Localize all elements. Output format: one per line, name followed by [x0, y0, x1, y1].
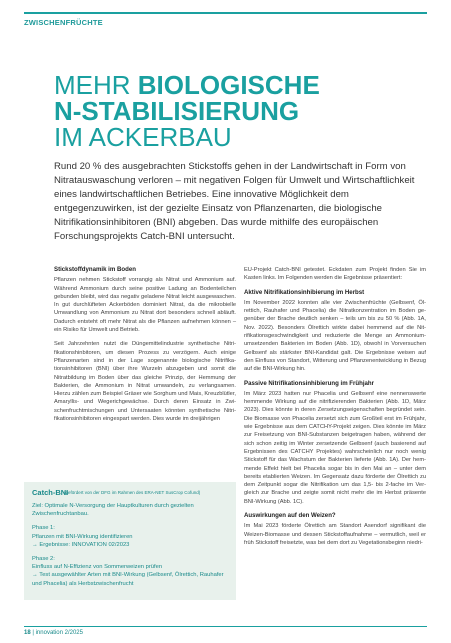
- footer-separator: |: [30, 630, 36, 636]
- right-paragraph-3: Im Mai 2023 förderte Ölrettich am Standort Asendorf signifikant die Weizen-Biomasse und dessen Stickstoffaufnahme – vermutlich, weil er früh Stickstoff freisetzte, was bei dem dort zu Vegetationsbeginn niedri-: [244, 523, 426, 546]
- info-box: [24, 482, 236, 600]
- right-paragraph-1: Im November 2022 konnten alle vier Zwischenfrüchte (Gelbsenf, Ölrettich, Rauhafer und Phacelia) die Nitratkonzentration im Boden gegenüber der Brache deutlich senken – teils um bis zu 50 % (Abb. 1A, Nov. 2022). Besonders Ölrettich wirkte dabei hemmend auf die Nitrifikationsgeschwindigkeit und reduzierte die Menge an Ammoniumumsetzenden Bakterien im Boden (Abb. 1D), obwohl in Vorversuchen Gelbsenf als stärkster BNI-Kandidat galt. Die Ergebnisse weisen auf den Einfluss von Standort, Witterung und Pflanzenentwicklung in Bezug auf die BNI-Wirkung hin.: [244, 299, 426, 373]
- left-paragraph-2: Seit Jahrzehnten nutzt die Düngemittelindustrie synthetische Nitrifikationshinbitoren, um diesen Prozess zu verzögern. Auch einige Pflanzenarten sind in der Lage sogenannte biologische Nitrifikationsinhibitoren (BNI) über ihre Wurzeln abzugeben und somit die Nitratbildung im Boden über das gleiche Prinzip, der Hemmung der Bakterien, die Ammonium in Nitrat umwandeln, zu verlangsamen. Hierzu zählen zum Beispiel Gräser wie Sorghum und Mais, Kreuzblütler, Amaryllis- und Wegerichgewächse. Durch deren Einsatz in Zwischenfruchtmischungen und Untersaaten könnten synthetische Nitrifikationsinhibitoren eingespart werden. Dies wurde im dreijährigen: [54, 341, 236, 423]
- info-box-phase-2: [32, 555, 228, 588]
- info-box-phase-1: [32, 524, 228, 549]
- left-heading: Stickstoffdynamik im Boden: [54, 266, 136, 273]
- title-line-2: N-STABILISIERUNG: [54, 96, 300, 126]
- issue-label: innovation 2/2025: [35, 630, 83, 636]
- page-number: 18: [24, 630, 31, 636]
- title-line-1-prefix: MEHR: [54, 70, 138, 100]
- article-title: [54, 72, 394, 150]
- left-paragraph-1: Pflanzen nehmen Stickstoff vorrangig als Nitrat und Ammonium auf. Während Ammonium durch seine positive Ladung an Bodenteilchen gebunden bleibt, wird das negativ geladene Nitrat leicht ausgewaschen. In gut durchlüfteten Ackerböden dominiert Nitrat, da die mikrobielle Umwandlung von Ammonium zu Nitrat dort besonders schnell abläuft. Dadurch entsteht oft mehr Nitrat als die Pflanzen aufnehmen können – ein Risiko für Umwelt und Betrieb.: [54, 277, 236, 334]
- right-heading-1: Aktive Nitrifikationsinhibierung im Herbst: [244, 288, 365, 296]
- page-footer: [24, 630, 83, 636]
- info-box-goal: Ziel: Optimale N-Versorgung der Hauptkulturen durch gezielten Zwischenfruchtanbau.: [32, 503, 194, 518]
- phase-1-result: → Ergebnisse: INNOVATION 02/2023: [32, 541, 130, 548]
- right-column: [244, 266, 426, 553]
- phase-2-label: Phase 2:: [32, 556, 55, 563]
- title-line-1-bold: BIOLOGISCHE: [137, 70, 320, 100]
- right-heading-3: Auswirkungen auf den Weizen?: [244, 512, 336, 520]
- right-paragraph-2: Im März 2023 hatten nur Phacelia und Gelbsenf eine nennenswerte hemmende Wirkung auf die nitrifizierenden Bakterien (Abb. 1D, März 2023). Dies könnte in deren Zersetzungseigenschaften begründet sein. Die Biomasse von Phacelia zersetzt sich zum Großteil erst im Frühjahr, wie Ergebnisse aus dem CATCHY-Projekt zeigen. Dies könnte im März zur Freisetzung von BNI-Substanzen beigetragen haben, während der sich schon zeitig im Winter zersetzende Gelbsenf (auch basierend auf Ergebnissen des CATCHY Projektes) wahrscheinlich nur noch wenig Stickstoff für das Wachstum der Bakterien lieferte (Abb. 1A). Der hemmende Effekt hielt bei Phacelia sogar bis in den Mai an – unter dem bereits etablierten Weizen. Im Gegensatz dazu förderte der Ölrettich zu dem Zeitpunkt sogar die Nitrifikation um das 1,5- bis 2-fache im Vergleich zur Brache und zeigte somit nicht mehr die im Herbst präsente BNI-Wirkung (Abb. 1C).: [244, 390, 426, 505]
- phase-2-text: Einfluss auf N-Effizienz von Sommerweizen prüfen: [32, 564, 163, 571]
- top-rule: [24, 12, 427, 14]
- info-box-note: (gefördert von der DFG im Rahmen des ERA-NET SusCrop Cofund): [64, 490, 201, 495]
- right-intro: EU-Projekt Catch-BNI getestet. Eckdaten zum Projekt finden Sie im Kasten links. Im Folgenden werden die Ergebnisse präsentiert:: [244, 267, 426, 282]
- info-box-title: Catch-BNI: [32, 488, 69, 497]
- info-box-body: [32, 502, 228, 594]
- title-line-3: IM ACKERBAU: [54, 122, 232, 152]
- title-line-1: [54, 72, 394, 98]
- left-column: [54, 266, 236, 429]
- lead-paragraph: Rund 20 % des ausgebrachten Stickstoffs gehen in der Landwirtschaft in Form von Nitratauswaschung verloren – mit negativen Folgen für Umwelt und Wirtschaftlichkeit eines landwirtschaftlichen Betriebes. Eine innovative Möglichkeit dem entgegenzuwirken, ist der gezielte Einsatz von Pflanzenarten, die biologische Nitrifikationsinhibitoren (BNI) abgeben. Das wurde mithilfe des europäischen Forschungsprojekts Catch-BNI untersucht.: [54, 161, 415, 242]
- section-category: ZWISCHENFRÜCHTE: [24, 18, 103, 27]
- footer-rule: [24, 626, 427, 627]
- phase-2-detail: → Test ausgewählter Arten mit BNI-Wirkung (Gelbsenf, Ölrettich, Rauhafer und Phacelia) als Herbstzwischenfrucht: [32, 572, 224, 587]
- right-heading-2: Passive Nitrifikationsinhibierung im Frühjahr: [244, 379, 375, 387]
- phase-1-text: Pflanzen mit BNI-Wirkung identifizieren: [32, 533, 133, 540]
- phase-1-label: Phase 1:: [32, 525, 55, 532]
